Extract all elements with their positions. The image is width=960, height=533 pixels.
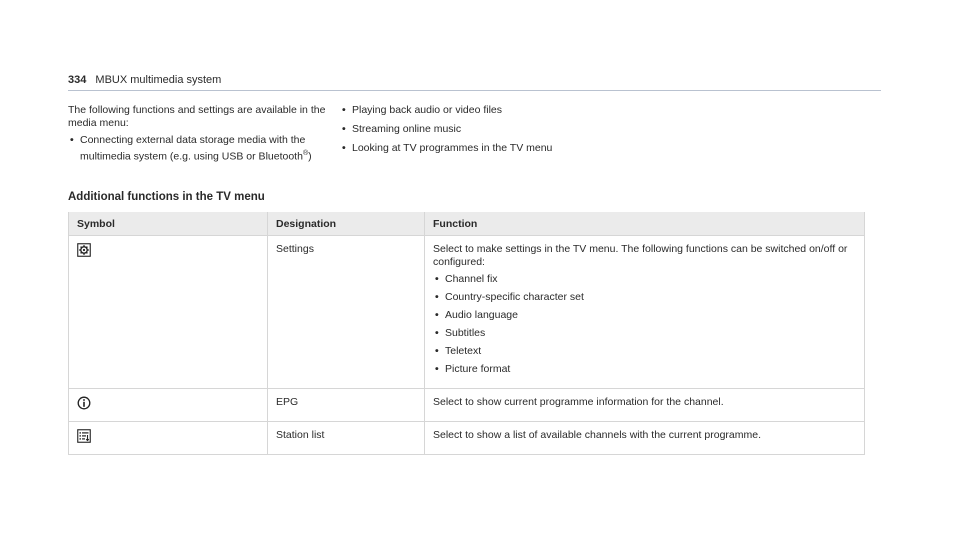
- settings-options-list: [433, 273, 856, 376]
- list-item: • Playing back audio or video files: [340, 104, 640, 117]
- function-text: Select to make settings in the TV menu. The following functions can be switched on/off or configured:: [433, 243, 848, 268]
- table-header-row: [69, 212, 865, 236]
- table-row: [69, 422, 865, 455]
- list-item: • Looking at TV programmes in the TV menu: [340, 142, 640, 155]
- list-item: • Subtitles: [433, 327, 856, 340]
- designation-cell: Station list: [268, 422, 425, 455]
- page-number: 334: [68, 74, 87, 86]
- intro-text: The following functions and settings are available in the media menu:: [68, 104, 326, 129]
- section-title: Additional functions in the TV menu: [68, 191, 265, 203]
- list-item: • Country-specific character set: [433, 291, 856, 304]
- function-cell: Select to show a list of available channels with the current programme.: [425, 422, 865, 455]
- list-item: • Connecting external data storage media with the multimedia system (e.g. using USB or Bluetooth®): [68, 134, 328, 164]
- page-header: [68, 74, 221, 86]
- symbol-cell: [69, 236, 268, 389]
- tv-functions-table: [68, 212, 865, 455]
- symbol-cell: [69, 389, 268, 422]
- designation-cell: EPG: [268, 389, 425, 422]
- list-item: • Audio language: [433, 309, 856, 322]
- list-item: • Teletext: [433, 345, 856, 358]
- registered-mark: ®: [302, 150, 309, 157]
- settings-gear-icon: [77, 243, 91, 257]
- header-designation: Designation: [268, 212, 425, 236]
- header-function: Function: [425, 212, 865, 236]
- list-item: • Channel fix: [433, 273, 856, 286]
- intro-column: [68, 104, 328, 168]
- intro-bullets-left: [68, 134, 328, 164]
- symbol-cell: [69, 422, 268, 455]
- function-cell: [425, 236, 865, 389]
- header-divider: [68, 90, 881, 91]
- list-item: • Picture format: [433, 363, 856, 376]
- list-item: • Streaming online music: [340, 123, 640, 136]
- table-row: [69, 389, 865, 422]
- table-row: [69, 236, 865, 389]
- intro-bullets-right: [340, 104, 640, 161]
- function-cell: Select to show current programme information for the channel.: [425, 389, 865, 422]
- page-header-title: MBUX multimedia system: [95, 74, 222, 86]
- header-symbol: Symbol: [69, 212, 268, 236]
- info-icon: [77, 396, 91, 410]
- designation-cell: Settings: [268, 236, 425, 389]
- station-list-icon: [77, 429, 91, 443]
